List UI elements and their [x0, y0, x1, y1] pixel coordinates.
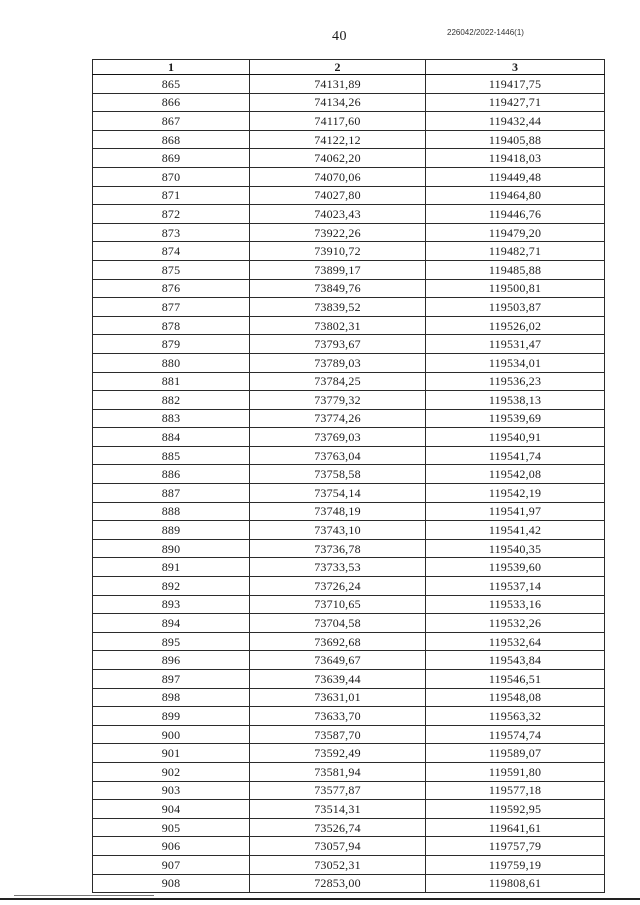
x-coordinate-cell: 73769,03 [250, 428, 426, 447]
point-number-cell: 882 [93, 391, 250, 410]
y-coordinate-cell: 119641,61 [426, 818, 605, 837]
x-coordinate-cell: 73649,67 [250, 651, 426, 670]
table-row [93, 409, 605, 428]
y-coordinate-cell: 119540,91 [426, 428, 605, 447]
y-coordinate-cell: 119539,69 [426, 409, 605, 428]
y-coordinate-cell: 119418,03 [426, 149, 605, 168]
x-coordinate-cell: 73849,76 [250, 279, 426, 298]
table-row [93, 428, 605, 447]
point-number-cell: 865 [93, 75, 250, 94]
table-row [93, 688, 605, 707]
y-coordinate-cell: 119432,44 [426, 112, 605, 131]
y-coordinate-cell: 119536,23 [426, 372, 605, 391]
point-number-cell: 900 [93, 725, 250, 744]
y-coordinate-cell: 119546,51 [426, 670, 605, 689]
y-coordinate-cell: 119574,74 [426, 725, 605, 744]
x-coordinate-cell: 74062,20 [250, 149, 426, 168]
x-coordinate-cell: 73592,49 [250, 744, 426, 763]
x-coordinate-cell: 73784,25 [250, 372, 426, 391]
y-coordinate-cell: 119503,87 [426, 298, 605, 317]
point-number-cell: 895 [93, 632, 250, 651]
x-coordinate-cell: 73052,31 [250, 855, 426, 874]
point-number-cell: 881 [93, 372, 250, 391]
x-coordinate-cell: 73581,94 [250, 762, 426, 781]
point-number-cell: 908 [93, 874, 250, 893]
point-number-cell: 901 [93, 744, 250, 763]
y-coordinate-cell: 119541,42 [426, 521, 605, 540]
table-row [93, 130, 605, 149]
x-coordinate-cell: 74122,12 [250, 130, 426, 149]
point-number-cell: 869 [93, 149, 250, 168]
point-number-cell: 892 [93, 577, 250, 596]
point-number-cell: 891 [93, 558, 250, 577]
y-coordinate-cell: 119563,32 [426, 707, 605, 726]
y-coordinate-cell: 119539,60 [426, 558, 605, 577]
y-coordinate-cell: 119417,75 [426, 75, 605, 94]
point-number-cell: 888 [93, 502, 250, 521]
point-number-cell: 907 [93, 855, 250, 874]
table-header-row [93, 60, 605, 75]
table-row [93, 818, 605, 837]
table-row [93, 186, 605, 205]
point-number-cell: 875 [93, 260, 250, 279]
x-coordinate-cell: 73526,74 [250, 818, 426, 837]
coordinates-table [92, 59, 605, 893]
point-number-cell: 899 [93, 707, 250, 726]
table-row [93, 651, 605, 670]
x-coordinate-cell: 73748,19 [250, 502, 426, 521]
y-coordinate-cell: 119542,08 [426, 465, 605, 484]
y-coordinate-cell: 119592,95 [426, 800, 605, 819]
table-row [93, 874, 605, 893]
y-coordinate-cell: 119540,35 [426, 539, 605, 558]
column-header-1: 1 [93, 60, 250, 75]
x-coordinate-cell: 73057,94 [250, 837, 426, 856]
point-number-cell: 870 [93, 167, 250, 186]
y-coordinate-cell: 119759,19 [426, 855, 605, 874]
y-coordinate-cell: 119541,97 [426, 502, 605, 521]
table-row [93, 223, 605, 242]
y-coordinate-cell: 119464,80 [426, 186, 605, 205]
y-coordinate-cell: 119577,18 [426, 781, 605, 800]
point-number-cell: 905 [93, 818, 250, 837]
x-coordinate-cell: 73802,31 [250, 316, 426, 335]
y-coordinate-cell: 119446,76 [426, 205, 605, 224]
table-row [93, 595, 605, 614]
table-row [93, 539, 605, 558]
table-row [93, 484, 605, 503]
x-coordinate-cell: 74027,80 [250, 186, 426, 205]
table-row [93, 855, 605, 874]
table-row [93, 149, 605, 168]
x-coordinate-cell: 73758,58 [250, 465, 426, 484]
y-coordinate-cell: 119543,84 [426, 651, 605, 670]
table-row [93, 465, 605, 484]
y-coordinate-cell: 119538,13 [426, 391, 605, 410]
y-coordinate-cell: 119548,08 [426, 688, 605, 707]
point-number-cell: 874 [93, 242, 250, 261]
point-number-cell: 883 [93, 409, 250, 428]
y-coordinate-cell: 119482,71 [426, 242, 605, 261]
table-row [93, 558, 605, 577]
point-number-cell: 873 [93, 223, 250, 242]
x-coordinate-cell: 73763,04 [250, 446, 426, 465]
x-coordinate-cell: 73704,58 [250, 614, 426, 633]
x-coordinate-cell: 73631,01 [250, 688, 426, 707]
y-coordinate-cell: 119808,61 [426, 874, 605, 893]
x-coordinate-cell: 73710,65 [250, 595, 426, 614]
coordinates-table-container [92, 59, 605, 893]
y-coordinate-cell: 119485,88 [426, 260, 605, 279]
point-number-cell: 866 [93, 93, 250, 112]
page-number: 40 [332, 29, 347, 44]
point-number-cell: 898 [93, 688, 250, 707]
x-coordinate-cell: 73726,24 [250, 577, 426, 596]
point-number-cell: 894 [93, 614, 250, 633]
x-coordinate-cell: 73899,17 [250, 260, 426, 279]
y-coordinate-cell: 119589,07 [426, 744, 605, 763]
x-coordinate-cell: 74117,60 [250, 112, 426, 131]
y-coordinate-cell: 119533,16 [426, 595, 605, 614]
x-coordinate-cell: 74131,89 [250, 75, 426, 94]
table-row [93, 75, 605, 94]
table-row [93, 446, 605, 465]
x-coordinate-cell: 73633,70 [250, 707, 426, 726]
x-coordinate-cell: 73587,70 [250, 725, 426, 744]
y-coordinate-cell: 119500,81 [426, 279, 605, 298]
point-number-cell: 890 [93, 539, 250, 558]
table-row [93, 632, 605, 651]
column-header-3: 3 [426, 60, 605, 75]
x-coordinate-cell: 73789,03 [250, 353, 426, 372]
footer-thin-rule [14, 895, 154, 896]
column-header-2: 2 [250, 60, 426, 75]
point-number-cell: 887 [93, 484, 250, 503]
table-row [93, 577, 605, 596]
table-row [93, 112, 605, 131]
x-coordinate-cell: 73922,26 [250, 223, 426, 242]
point-number-cell: 884 [93, 428, 250, 447]
y-coordinate-cell: 119531,47 [426, 335, 605, 354]
table-row [93, 93, 605, 112]
point-number-cell: 903 [93, 781, 250, 800]
table-row [93, 762, 605, 781]
x-coordinate-cell: 73514,31 [250, 800, 426, 819]
y-coordinate-cell: 119757,79 [426, 837, 605, 856]
table-row [93, 781, 605, 800]
x-coordinate-cell: 73839,52 [250, 298, 426, 317]
point-number-cell: 879 [93, 335, 250, 354]
point-number-cell: 889 [93, 521, 250, 540]
table-row [93, 353, 605, 372]
x-coordinate-cell: 72853,00 [250, 874, 426, 893]
table-body [93, 75, 605, 893]
x-coordinate-cell: 73577,87 [250, 781, 426, 800]
point-number-cell: 872 [93, 205, 250, 224]
y-coordinate-cell: 119534,01 [426, 353, 605, 372]
x-coordinate-cell: 73754,14 [250, 484, 426, 503]
x-coordinate-cell: 73639,44 [250, 670, 426, 689]
point-number-cell: 878 [93, 316, 250, 335]
table-row [93, 800, 605, 819]
y-coordinate-cell: 119526,02 [426, 316, 605, 335]
x-coordinate-cell: 73743,10 [250, 521, 426, 540]
y-coordinate-cell: 119542,19 [426, 484, 605, 503]
table-row [93, 260, 605, 279]
point-number-cell: 871 [93, 186, 250, 205]
y-coordinate-cell: 119449,48 [426, 167, 605, 186]
y-coordinate-cell: 119537,14 [426, 577, 605, 596]
footer-rule [0, 898, 640, 900]
point-number-cell: 876 [93, 279, 250, 298]
table-row [93, 372, 605, 391]
table-row [93, 614, 605, 633]
table-row [93, 242, 605, 261]
y-coordinate-cell: 119532,26 [426, 614, 605, 633]
point-number-cell: 877 [93, 298, 250, 317]
y-coordinate-cell: 119541,74 [426, 446, 605, 465]
point-number-cell: 902 [93, 762, 250, 781]
table-row [93, 167, 605, 186]
table-row [93, 335, 605, 354]
x-coordinate-cell: 73774,26 [250, 409, 426, 428]
point-number-cell: 868 [93, 130, 250, 149]
table-row [93, 298, 605, 317]
x-coordinate-cell: 73910,72 [250, 242, 426, 261]
table-row [93, 707, 605, 726]
y-coordinate-cell: 119405,88 [426, 130, 605, 149]
point-number-cell: 897 [93, 670, 250, 689]
document-reference: 226042/2022-1446(1) [447, 28, 524, 37]
x-coordinate-cell: 74070,06 [250, 167, 426, 186]
y-coordinate-cell: 119532,64 [426, 632, 605, 651]
point-number-cell: 886 [93, 465, 250, 484]
point-number-cell: 885 [93, 446, 250, 465]
x-coordinate-cell: 73779,32 [250, 391, 426, 410]
point-number-cell: 906 [93, 837, 250, 856]
y-coordinate-cell: 119479,20 [426, 223, 605, 242]
table-row [93, 279, 605, 298]
table-row [93, 205, 605, 224]
x-coordinate-cell: 73793,67 [250, 335, 426, 354]
table-row [93, 670, 605, 689]
x-coordinate-cell: 73736,78 [250, 539, 426, 558]
table-row [93, 502, 605, 521]
table-row [93, 837, 605, 856]
table-row [93, 744, 605, 763]
y-coordinate-cell: 119427,71 [426, 93, 605, 112]
x-coordinate-cell: 74023,43 [250, 205, 426, 224]
table-row [93, 521, 605, 540]
point-number-cell: 880 [93, 353, 250, 372]
point-number-cell: 896 [93, 651, 250, 670]
point-number-cell: 893 [93, 595, 250, 614]
point-number-cell: 867 [93, 112, 250, 131]
x-coordinate-cell: 74134,26 [250, 93, 426, 112]
y-coordinate-cell: 119591,80 [426, 762, 605, 781]
table-row [93, 316, 605, 335]
x-coordinate-cell: 73692,68 [250, 632, 426, 651]
x-coordinate-cell: 73733,53 [250, 558, 426, 577]
table-row [93, 391, 605, 410]
point-number-cell: 904 [93, 800, 250, 819]
table-row [93, 725, 605, 744]
